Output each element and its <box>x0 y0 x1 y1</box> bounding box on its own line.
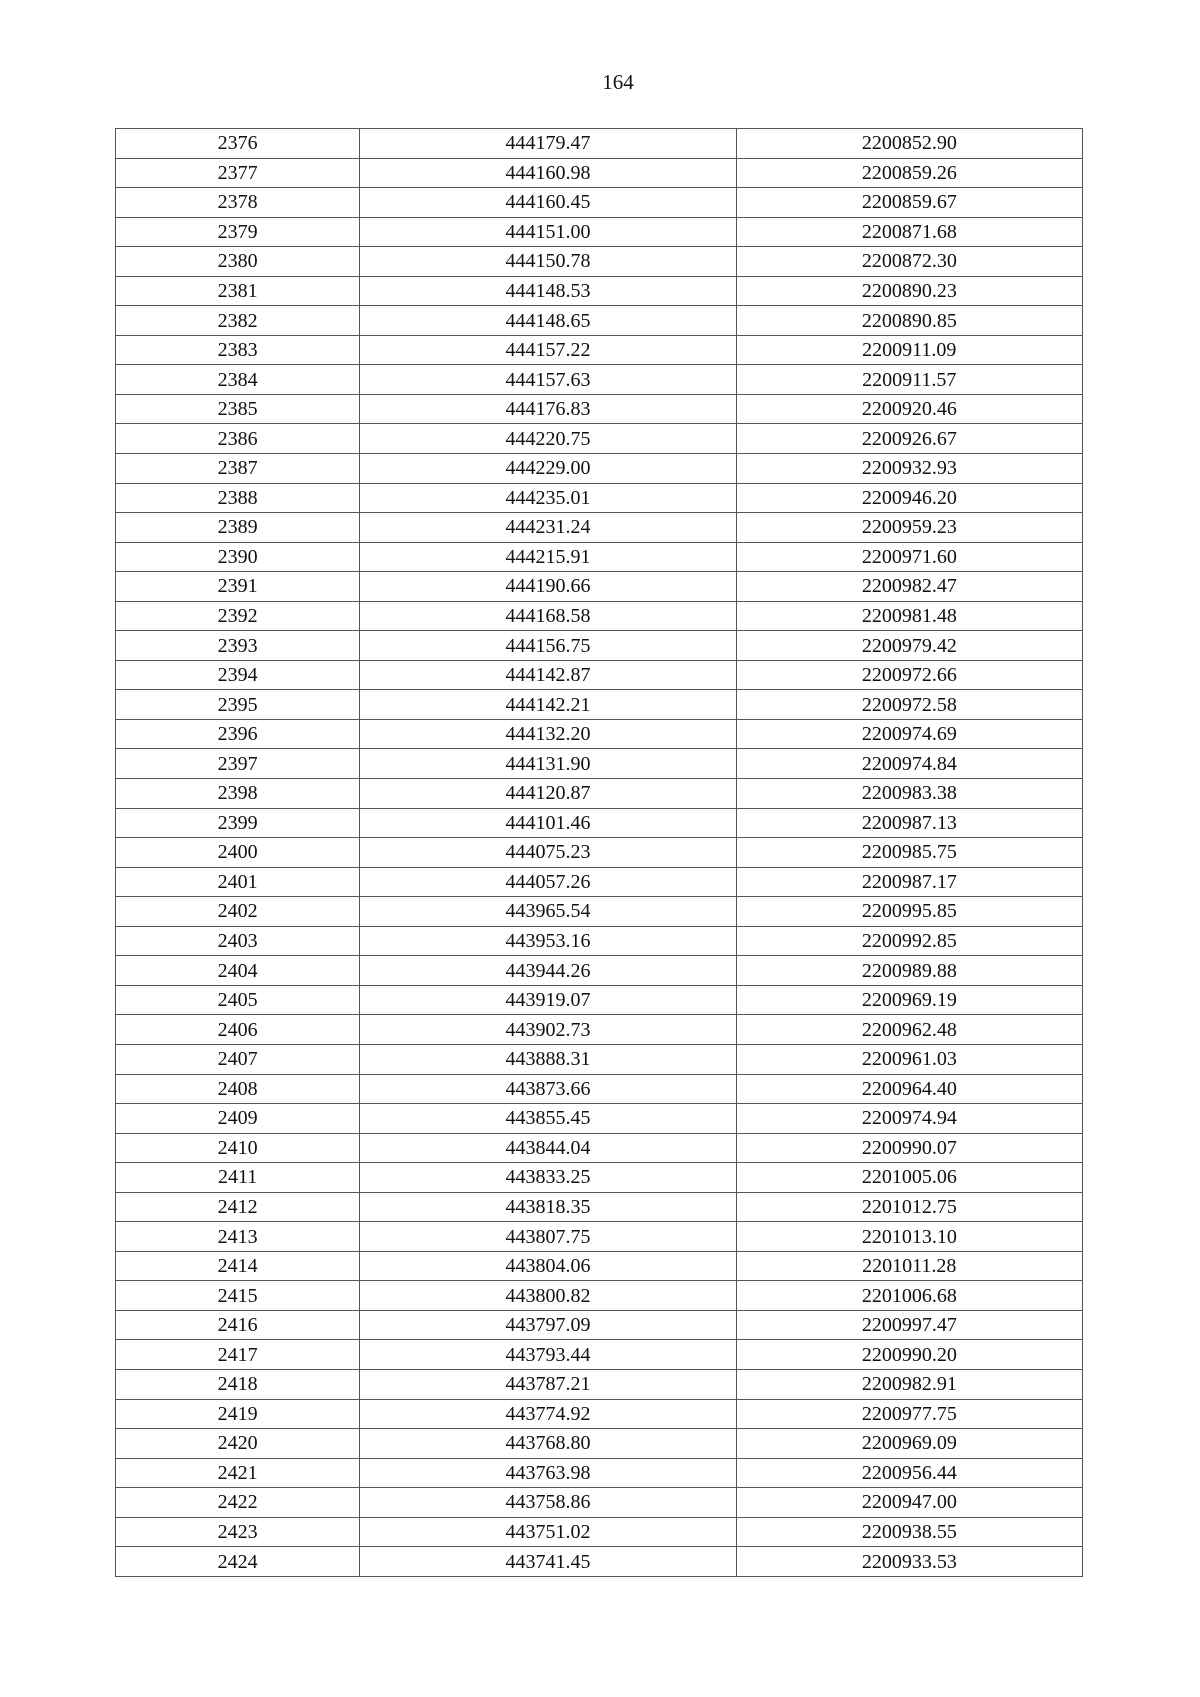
x-coordinate-cell: 444057.26 <box>360 867 736 897</box>
point-number-cell: 2390 <box>116 542 360 572</box>
table-row <box>116 719 1083 749</box>
point-number-cell: 2407 <box>116 1044 360 1074</box>
point-number-cell: 2392 <box>116 601 360 631</box>
point-number-cell: 2382 <box>116 306 360 336</box>
x-coordinate-cell: 444215.91 <box>360 542 736 572</box>
table-row <box>116 1015 1083 1045</box>
y-coordinate-cell: 2200871.68 <box>736 217 1082 247</box>
point-number-cell: 2387 <box>116 454 360 484</box>
y-coordinate-cell: 2200979.42 <box>736 631 1082 661</box>
x-coordinate-cell: 443919.07 <box>360 985 736 1015</box>
y-coordinate-cell: 2200989.88 <box>736 956 1082 986</box>
x-coordinate-cell: 444148.65 <box>360 306 736 336</box>
table-row <box>116 572 1083 602</box>
x-coordinate-cell: 443800.82 <box>360 1281 736 1311</box>
table-row <box>116 956 1083 986</box>
x-coordinate-cell: 443804.06 <box>360 1251 736 1281</box>
point-number-cell: 2415 <box>116 1281 360 1311</box>
table-row <box>116 1163 1083 1193</box>
x-coordinate-cell: 444235.01 <box>360 483 736 513</box>
y-coordinate-cell: 2200926.67 <box>736 424 1082 454</box>
y-coordinate-cell: 2200947.00 <box>736 1488 1082 1518</box>
x-coordinate-cell: 444101.46 <box>360 808 736 838</box>
table-row <box>116 365 1083 395</box>
point-number-cell: 2413 <box>116 1222 360 1252</box>
y-coordinate-cell: 2200964.40 <box>736 1074 1082 1104</box>
point-number-cell: 2394 <box>116 660 360 690</box>
point-number-cell: 2386 <box>116 424 360 454</box>
y-coordinate-cell: 2200971.60 <box>736 542 1082 572</box>
y-coordinate-cell: 2201012.75 <box>736 1192 1082 1222</box>
table-row <box>116 188 1083 218</box>
table-row <box>116 1251 1083 1281</box>
x-coordinate-cell: 444131.90 <box>360 749 736 779</box>
x-coordinate-cell: 444142.21 <box>360 690 736 720</box>
x-coordinate-cell: 444220.75 <box>360 424 736 454</box>
y-coordinate-cell: 2201006.68 <box>736 1281 1082 1311</box>
x-coordinate-cell: 443751.02 <box>360 1517 736 1547</box>
y-coordinate-cell: 2200859.67 <box>736 188 1082 218</box>
point-number-cell: 2399 <box>116 808 360 838</box>
point-number-cell: 2397 <box>116 749 360 779</box>
table-row <box>116 276 1083 306</box>
x-coordinate-cell: 444157.22 <box>360 335 736 365</box>
table-row <box>116 247 1083 277</box>
x-coordinate-cell: 444156.75 <box>360 631 736 661</box>
y-coordinate-cell: 2200972.66 <box>736 660 1082 690</box>
table-row <box>116 926 1083 956</box>
point-number-cell: 2410 <box>116 1133 360 1163</box>
y-coordinate-cell: 2200987.13 <box>736 808 1082 838</box>
point-number-cell: 2384 <box>116 365 360 395</box>
table-row <box>116 631 1083 661</box>
x-coordinate-cell: 443797.09 <box>360 1310 736 1340</box>
y-coordinate-cell: 2200962.48 <box>736 1015 1082 1045</box>
x-coordinate-cell: 443888.31 <box>360 1044 736 1074</box>
table-row <box>116 1547 1083 1577</box>
x-coordinate-cell: 444151.00 <box>360 217 736 247</box>
table-row <box>116 1340 1083 1370</box>
x-coordinate-cell: 444176.83 <box>360 394 736 424</box>
table-row <box>116 1074 1083 1104</box>
x-coordinate-cell: 443793.44 <box>360 1340 736 1370</box>
y-coordinate-cell: 2200987.17 <box>736 867 1082 897</box>
y-coordinate-cell: 2200890.23 <box>736 276 1082 306</box>
table-row <box>116 1044 1083 1074</box>
y-coordinate-cell: 2200974.84 <box>736 749 1082 779</box>
table-row <box>116 779 1083 809</box>
table-row <box>116 985 1083 1015</box>
y-coordinate-cell: 2200974.94 <box>736 1104 1082 1134</box>
point-number-cell: 2380 <box>116 247 360 277</box>
x-coordinate-cell: 443902.73 <box>360 1015 736 1045</box>
y-coordinate-cell: 2200985.75 <box>736 838 1082 868</box>
x-coordinate-cell: 443741.45 <box>360 1547 736 1577</box>
point-number-cell: 2398 <box>116 779 360 809</box>
point-number-cell: 2421 <box>116 1458 360 1488</box>
point-number-cell: 2403 <box>116 926 360 956</box>
coordinates-table <box>115 128 1083 1577</box>
y-coordinate-cell: 2200982.47 <box>736 572 1082 602</box>
y-coordinate-cell: 2200977.75 <box>736 1399 1082 1429</box>
table-row <box>116 1399 1083 1429</box>
table-row <box>116 513 1083 543</box>
point-number-cell: 2416 <box>116 1310 360 1340</box>
y-coordinate-cell: 2200995.85 <box>736 897 1082 927</box>
table-row <box>116 1517 1083 1547</box>
table-row <box>116 897 1083 927</box>
table-row <box>116 483 1083 513</box>
point-number-cell: 2401 <box>116 867 360 897</box>
table-row <box>116 601 1083 631</box>
x-coordinate-cell: 443855.45 <box>360 1104 736 1134</box>
y-coordinate-cell: 2200852.90 <box>736 129 1082 159</box>
x-coordinate-cell: 443873.66 <box>360 1074 736 1104</box>
y-coordinate-cell: 2200997.47 <box>736 1310 1082 1340</box>
point-number-cell: 2378 <box>116 188 360 218</box>
y-coordinate-cell: 2200981.48 <box>736 601 1082 631</box>
table-row <box>116 129 1083 159</box>
y-coordinate-cell: 2200920.46 <box>736 394 1082 424</box>
table-row <box>116 749 1083 779</box>
y-coordinate-cell: 2200961.03 <box>736 1044 1082 1074</box>
y-coordinate-cell: 2200956.44 <box>736 1458 1082 1488</box>
x-coordinate-cell: 443807.75 <box>360 1222 736 1252</box>
table-row <box>116 335 1083 365</box>
x-coordinate-cell: 444160.45 <box>360 188 736 218</box>
point-number-cell: 2404 <box>116 956 360 986</box>
x-coordinate-cell: 443758.86 <box>360 1488 736 1518</box>
table-row <box>116 1192 1083 1222</box>
table-row <box>116 690 1083 720</box>
point-number-cell: 2395 <box>116 690 360 720</box>
x-coordinate-cell: 444157.63 <box>360 365 736 395</box>
x-coordinate-cell: 443833.25 <box>360 1163 736 1193</box>
y-coordinate-cell: 2201013.10 <box>736 1222 1082 1252</box>
x-coordinate-cell: 444120.87 <box>360 779 736 809</box>
point-number-cell: 2383 <box>116 335 360 365</box>
table-row <box>116 306 1083 336</box>
table-row <box>116 660 1083 690</box>
point-number-cell: 2391 <box>116 572 360 602</box>
x-coordinate-cell: 443844.04 <box>360 1133 736 1163</box>
point-number-cell: 2381 <box>116 276 360 306</box>
y-coordinate-cell: 2200969.09 <box>736 1429 1082 1459</box>
point-number-cell: 2409 <box>116 1104 360 1134</box>
y-coordinate-cell: 2200946.20 <box>736 483 1082 513</box>
point-number-cell: 2417 <box>116 1340 360 1370</box>
x-coordinate-cell: 444148.53 <box>360 276 736 306</box>
y-coordinate-cell: 2200911.57 <box>736 365 1082 395</box>
y-coordinate-cell: 2200932.93 <box>736 454 1082 484</box>
point-number-cell: 2388 <box>116 483 360 513</box>
y-coordinate-cell: 2200990.20 <box>736 1340 1082 1370</box>
y-coordinate-cell: 2200972.58 <box>736 690 1082 720</box>
point-number-cell: 2423 <box>116 1517 360 1547</box>
point-number-cell: 2422 <box>116 1488 360 1518</box>
table-row <box>116 454 1083 484</box>
point-number-cell: 2414 <box>116 1251 360 1281</box>
table-row <box>116 838 1083 868</box>
point-number-cell: 2418 <box>116 1369 360 1399</box>
table-row <box>116 1281 1083 1311</box>
table-row <box>116 1458 1083 1488</box>
x-coordinate-cell: 444160.98 <box>360 158 736 188</box>
coordinates-table-body <box>116 129 1083 1577</box>
table-row <box>116 424 1083 454</box>
table-row <box>116 158 1083 188</box>
x-coordinate-cell: 443768.80 <box>360 1429 736 1459</box>
y-coordinate-cell: 2200959.23 <box>736 513 1082 543</box>
table-row <box>116 217 1083 247</box>
point-number-cell: 2412 <box>116 1192 360 1222</box>
point-number-cell: 2406 <box>116 1015 360 1045</box>
point-number-cell: 2405 <box>116 985 360 1015</box>
point-number-cell: 2424 <box>116 1547 360 1577</box>
point-number-cell: 2377 <box>116 158 360 188</box>
table-row <box>116 867 1083 897</box>
y-coordinate-cell: 2200983.38 <box>736 779 1082 809</box>
x-coordinate-cell: 443953.16 <box>360 926 736 956</box>
table-row <box>116 1310 1083 1340</box>
x-coordinate-cell: 443774.92 <box>360 1399 736 1429</box>
y-coordinate-cell: 2200990.07 <box>736 1133 1082 1163</box>
x-coordinate-cell: 444142.87 <box>360 660 736 690</box>
point-number-cell: 2411 <box>116 1163 360 1193</box>
y-coordinate-cell: 2201005.06 <box>736 1163 1082 1193</box>
x-coordinate-cell: 443787.21 <box>360 1369 736 1399</box>
y-coordinate-cell: 2200933.53 <box>736 1547 1082 1577</box>
x-coordinate-cell: 444179.47 <box>360 129 736 159</box>
table-row <box>116 542 1083 572</box>
point-number-cell: 2396 <box>116 719 360 749</box>
point-number-cell: 2389 <box>116 513 360 543</box>
x-coordinate-cell: 444132.20 <box>360 719 736 749</box>
y-coordinate-cell: 2200911.09 <box>736 335 1082 365</box>
x-coordinate-cell: 443965.54 <box>360 897 736 927</box>
x-coordinate-cell: 444231.24 <box>360 513 736 543</box>
table-row <box>116 1222 1083 1252</box>
y-coordinate-cell: 2200938.55 <box>736 1517 1082 1547</box>
x-coordinate-cell: 444150.78 <box>360 247 736 277</box>
point-number-cell: 2385 <box>116 394 360 424</box>
point-number-cell: 2400 <box>116 838 360 868</box>
x-coordinate-cell: 444190.66 <box>360 572 736 602</box>
x-coordinate-cell: 443818.35 <box>360 1192 736 1222</box>
y-coordinate-cell: 2200982.91 <box>736 1369 1082 1399</box>
page-number: 164 <box>602 70 634 94</box>
y-coordinate-cell: 2200890.85 <box>736 306 1082 336</box>
point-number-cell: 2376 <box>116 129 360 159</box>
x-coordinate-cell: 444168.58 <box>360 601 736 631</box>
y-coordinate-cell: 2200872.30 <box>736 247 1082 277</box>
x-coordinate-cell: 443944.26 <box>360 956 736 986</box>
table-row <box>116 1133 1083 1163</box>
point-number-cell: 2408 <box>116 1074 360 1104</box>
x-coordinate-cell: 444229.00 <box>360 454 736 484</box>
table-row <box>116 1369 1083 1399</box>
point-number-cell: 2420 <box>116 1429 360 1459</box>
y-coordinate-cell: 2200974.69 <box>736 719 1082 749</box>
table-row <box>116 394 1083 424</box>
y-coordinate-cell: 2200992.85 <box>736 926 1082 956</box>
table-row <box>116 1488 1083 1518</box>
y-coordinate-cell: 2200969.19 <box>736 985 1082 1015</box>
point-number-cell: 2379 <box>116 217 360 247</box>
x-coordinate-cell: 443763.98 <box>360 1458 736 1488</box>
point-number-cell: 2419 <box>116 1399 360 1429</box>
table-row <box>116 1429 1083 1459</box>
table-row <box>116 808 1083 838</box>
table-row <box>116 1104 1083 1134</box>
x-coordinate-cell: 444075.23 <box>360 838 736 868</box>
y-coordinate-cell: 2200859.26 <box>736 158 1082 188</box>
point-number-cell: 2393 <box>116 631 360 661</box>
point-number-cell: 2402 <box>116 897 360 927</box>
y-coordinate-cell: 2201011.28 <box>736 1251 1082 1281</box>
